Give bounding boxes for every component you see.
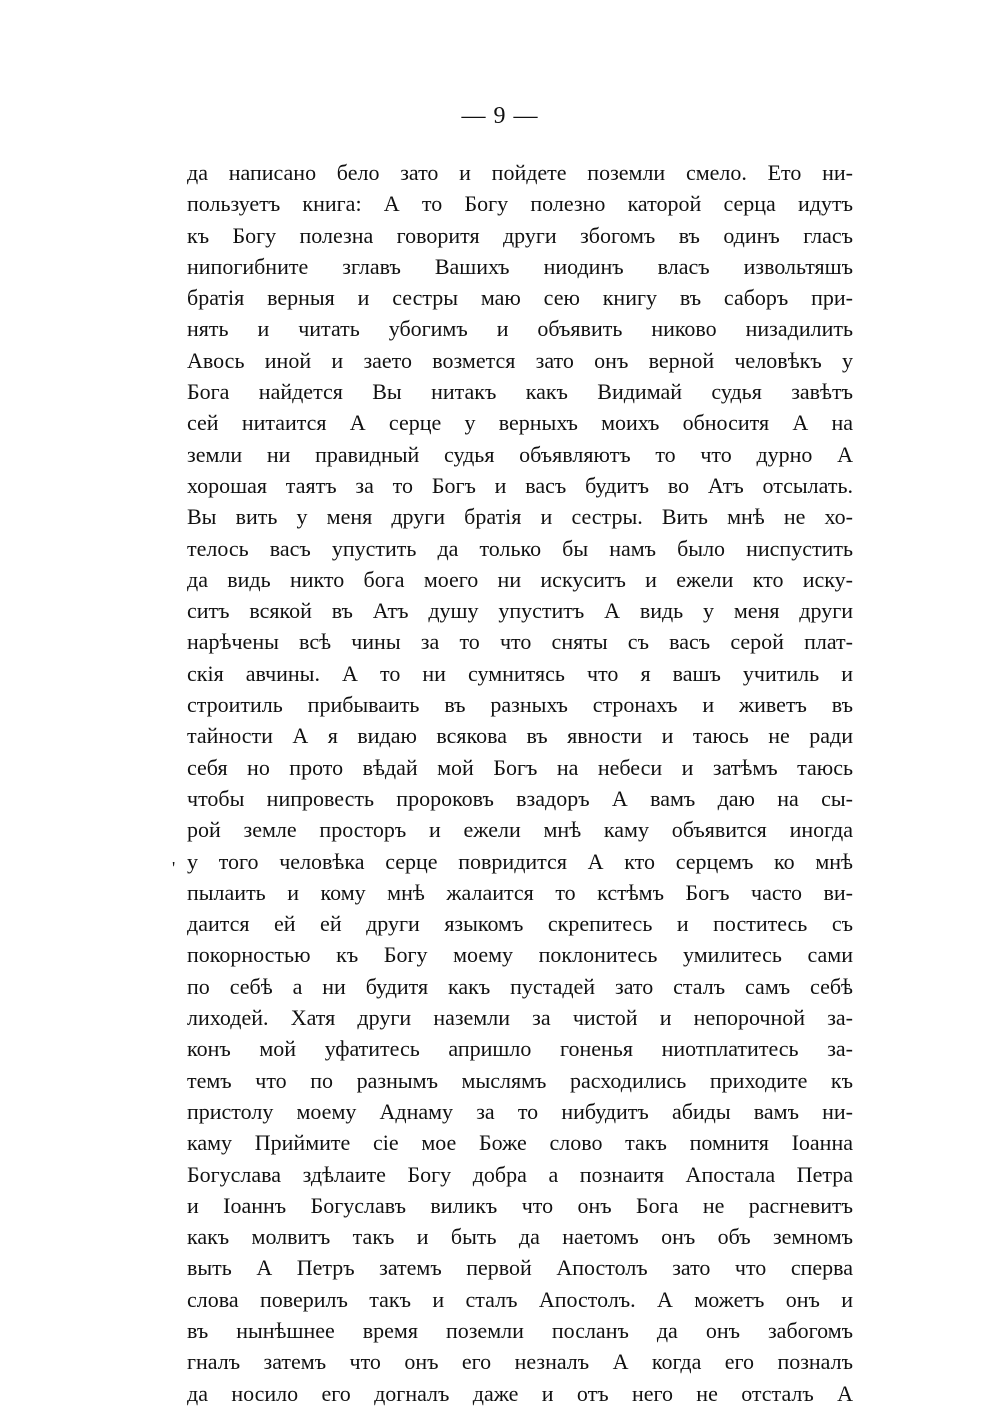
body-text [187, 157, 853, 1409]
text-line: по себѣ а ни будитя какъ пустадей зато сталъ самъ себѣ [187, 973, 853, 999]
text-line: даится ей ей други языкомъ скрепитесь и поститесь съ [187, 911, 853, 937]
text-line: выть А Петръ затемъ первой Апостолъ зато что сперва [187, 1255, 853, 1281]
text-line: земли ни правидный судья объявляютъ то что дурно А [187, 441, 853, 467]
text-line: Авось иной и заето возмется зато онъ верной человѣкъ у [187, 347, 853, 373]
text-line: слова поверилъ такъ и сталъ Апостолъ. А можетъ онъ и [187, 1286, 853, 1312]
text-line: нять и читать убогимъ и объявить никово низадилить [187, 316, 853, 342]
text-line: Богуслава здѣлаите Богу добра а познаитя Апостала Петра [187, 1161, 853, 1187]
text-line: да видь никто бога моего ни искуситъ и ежели кто иску- [187, 566, 853, 592]
margin-mark: ' [172, 858, 176, 878]
text-line: нипогибните зглавъ Вашихъ ниодинъ власъ извольтяшъ [187, 253, 853, 279]
text-line: Вы вить у меня други братія и сестры. Вить мнѣ не хо- [187, 504, 853, 530]
text-line: да написано бело зато и пойдете поземли смело. Ето ни- [187, 160, 853, 185]
text-line: гналъ затемъ что онъ его незналъ А когда его позналъ [187, 1349, 853, 1375]
text-line: лиходей. Хатя други наземли за чистой и непорочной за- [187, 1005, 853, 1031]
text-line: братія верныя и сестры маю сею книгу въ саборъ при- [187, 285, 853, 311]
text-line: каму Приймите сіе мое Боже слово такъ помнитя Іоанна [187, 1130, 853, 1156]
text-line: чтобы нипровесть пророковъ взадоръ А вамъ даю на сы- [187, 785, 853, 811]
text-line: пылаить и кому мнѣ жалаится то кстѣмъ Богъ часто ви- [187, 879, 853, 905]
text-line: Бога найдется Вы нитакъ какъ Видимай судья завѣтъ [187, 379, 853, 405]
text-line: у того человѣка серце повридится А кто серцемъ ко мнѣ [187, 848, 853, 874]
text-line: тайности А я видаю всякова въ явности и таюсь не ради [187, 723, 853, 749]
text-line: скія авчины. А то ни сумнитясь что я вашъ учитиль и [187, 660, 853, 686]
text-line: и Іоаннъ Богуславъ виликъ что онъ Бога не расгневитъ [187, 1192, 853, 1218]
text-line: хорошая таятъ за то Богъ и васъ будитъ во Атъ отсылать. [187, 472, 853, 498]
text-line: себя но прото вѣдай мой Богъ на небеси и затѣмъ таюсь [187, 754, 853, 780]
text-line: пристолу моему Аднаму за то нибудитъ абиды вамъ ни- [187, 1098, 853, 1124]
text-line: строитиль прибываить въ разныхъ стронахъ и живетъ въ [187, 692, 853, 718]
text-line: сей нитаится А серце у верныхъ моихъ обноситя А на [187, 410, 853, 436]
text-line: нарѣчены всѣ чины за то что сняты съ васъ серой плат- [187, 629, 853, 655]
text-line: телось васъ упустить да только бы намъ было ниспустить [187, 535, 853, 561]
text-line: какъ молвитъ такъ и быть да наетомъ онъ объ земномъ [187, 1224, 853, 1250]
text-line: ситъ всякой въ Атъ душу упуститъ А видь у меня други [187, 598, 853, 624]
text-line: конъ мой уфатитесь апришло гоненья ниотплатитесь за- [187, 1036, 853, 1062]
text-line: рой земле просторъ и ежели мнѣ каму объявится иногда [187, 817, 853, 843]
text-line: темъ что по разнымъ мыслямъ расходились приходите къ [187, 1067, 853, 1093]
text-line: пользуетъ книга: А то Богу полезно каторой серца идутъ [187, 191, 853, 217]
page-number: — 9 — [461, 103, 539, 129]
text-line: къ Богу полезна говоритя други збогомъ въ одинъ гласъ [187, 222, 853, 248]
text-line: да носило его догналъ даже и отъ него не отсталъ А [187, 1380, 853, 1406]
text-line: въ нынѣшнее время поземли посланъ да онъ забогомъ [187, 1317, 853, 1343]
text-line: покорностью къ Богу моему поклонитесь умилитесь сами [187, 942, 853, 968]
